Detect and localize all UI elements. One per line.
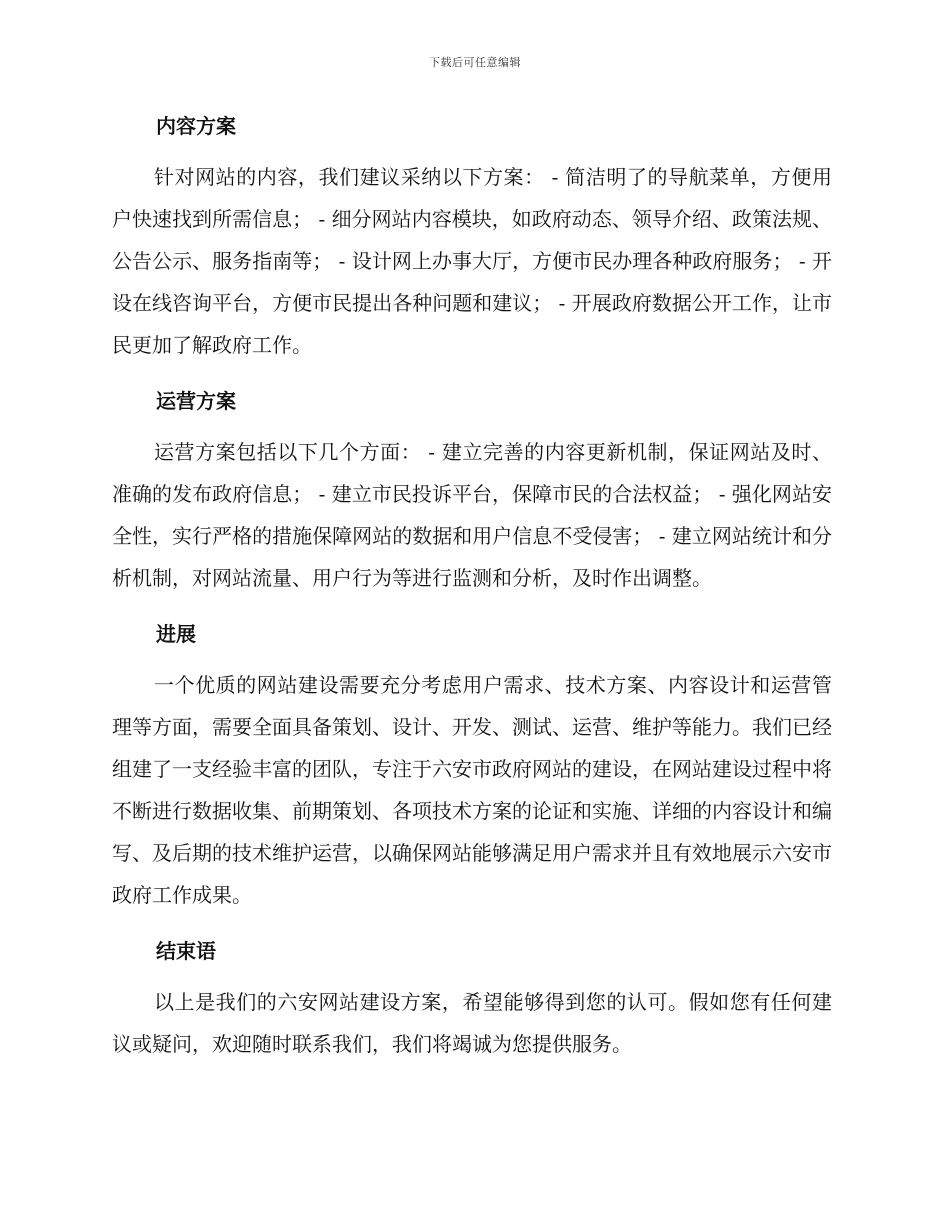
section-progress xyxy=(112,614,832,916)
section-heading: 运营方案 xyxy=(156,389,236,413)
section-heading: 内容方案 xyxy=(156,114,236,138)
section-paragraph: 一个优质的网站建设需要充分考虑用户需求、技术方案、内容设计和运营管理等方面，需要全面具备策划、设计、开发、测试、运营、维护等能力。我们已经组建了一支经验丰富的团队，专注于六安市政府网站的建设，在网站建设过程中将不断进行数据收集、前期策划、各项技术方案的论证和实施、详细的内容设计和编写、及后期的技术维护运营，以确保网站能够满足用户需求并且有效地展示六安市政府工作成果。 xyxy=(112,673,832,907)
section-heading: 结束语 xyxy=(156,939,216,963)
section-heading: 进展 xyxy=(156,622,196,646)
section-paragraph: 以上是我们的六安网站建设方案，希望能够得到您的认可。假如您有任何建议或疑问，欢迎随时联系我们，我们将竭诚为您提供服务。 xyxy=(112,990,832,1056)
section-paragraph: 运营方案包括以下几个方面： - 建立完善的内容更新机制，保证网站及时、准确的发布政府信息； - 建立市民投诉平台，保障市民的合法权益； - 强化网站安全性，实行严格的措施保障网站的数据和用户信息不受侵害； - 建立网站统计和分析机制，对网站流量、用户行为等进行监测和分析，及时作出调整。 xyxy=(112,440,832,590)
section-operations-plan xyxy=(112,381,832,599)
document-body xyxy=(112,106,832,1080)
section-content-plan xyxy=(112,106,832,366)
section-paragraph: 针对网站的内容，我们建议采纳以下方案： - 简洁明了的导航菜单，方便用户快速找到所需信息； - 细分网站内容模块，如政府动态、领导介绍、政策法规、公告公示、服务指南等； - 设计网上办事大厅，方便市民办理各种政府服务； - 开设在线咨询平台，方便市民提出各种问题和建议； - 开展政府数据公开工作，让市民更加了解政府工作。 xyxy=(112,165,832,357)
page-header: 下载后可任意编辑 xyxy=(429,56,521,69)
section-conclusion xyxy=(112,931,832,1065)
